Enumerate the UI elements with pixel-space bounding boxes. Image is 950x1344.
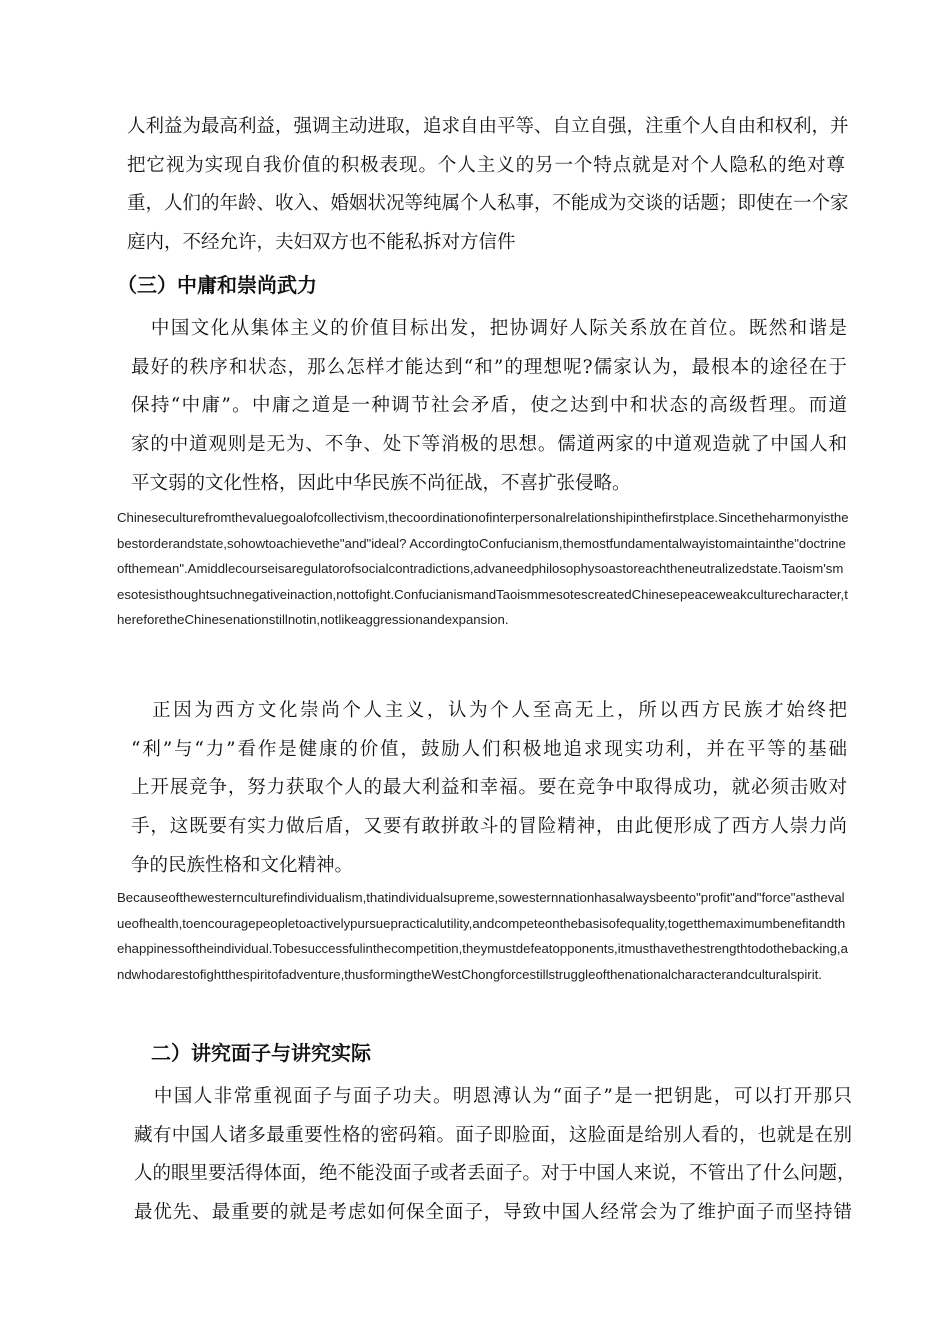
text-line: 中国人非常重视面子与面子功夫。明恩溥认为“面子”是一把钥匙，可以打开那只: [134, 1086, 852, 1107]
text-line: 人的眼里要活得体面，绝不能没面子或者丢面子。对于中国人来说，不管出了什么问题，: [134, 1163, 856, 1185]
text-line: 中国文化从集体主义的价值目标出发，把协调好人际关系放在首位。既然和谐是: [131, 318, 847, 339]
section-heading-face: 二）讲究面子与讲究实际: [151, 1041, 371, 1065]
paragraph-individualism: [127, 108, 849, 263]
text-line: 平文弱的文化性格，因此中华民族不尚征战，不喜扩张侵略。: [131, 472, 631, 494]
paragraph-face: [134, 1078, 856, 1233]
text-line: 上开展竞争，努力获取个人的最大利益和幸福。要在竞争中取得成功，就必须击败对: [131, 777, 847, 799]
paragraph-western-force: [131, 692, 847, 886]
text-line: 家的中道观则是无为、不争、处下等消极的思想。儒道两家的中道观造就了中国人和: [131, 434, 847, 456]
section-heading-moderation: （三）中庸和崇尚武力: [117, 273, 317, 297]
text-line: 最好的秩序和状态，那么怎样才能达到“和”的理想呢?儒家认为，最根本的途径在于: [131, 356, 847, 378]
text-line: 正因为西方文化崇尚个人主义，认为个人至高无上，所以西方民族才始终把: [131, 700, 847, 721]
text-line: 争的民族性格和文化精神。: [131, 854, 354, 876]
text-line: 人利益为最高利益，强调主动进取，追求自由平等、自立自强，注重个人自由和权利，并: [127, 116, 849, 137]
text-line: 手，这既要有实力做后盾，又要有敢拼敢斗的冒险精神，由此便形成了西方人崇力尚: [131, 816, 847, 838]
text-line: “利”与“力”看作是健康的价值，鼓励人们积极地追求现实功利，并在平等的基础: [131, 738, 847, 760]
text-line: 把它视为实现自我价值的积极表现。个人主义的另一个特点就是对个人隐私的绝对尊: [127, 154, 845, 176]
text-line: 保持“中庸”。中庸之道是一种调节社会矛盾，使之达到中和状态的高级哲理。而道: [131, 395, 847, 417]
text-line: 重，人们的年龄、收入、婚姻状况等纯属个人私事，不能成为交谈的话题；即使在一个家: [127, 193, 849, 215]
english-translation-moderation: Chineseculturefromthevaluegoalofcollectivism,thecoordinationofinterpersonalrelationshipinthefirstplace.Sincetheharmonyisthebestorderandstate,sohowtoachievethe"and"ideal? AccordingtoConfucianism,themostfundamentalwayistomaintainthe"doctrineofthemean".Amiddlecourseisaregulatorofsocialcontradictions,advaneedphilosophysoastoreachtheneutralizedstate.Taoism'smesotesisthoughtsuchnegativeinaction,nottofight.ConfucianismandTaoismmesotescreatedChinesepeaceweakculturecharacter,thereforetheChinesenationstillnotin,notlikeaggressionandexpansion.: [117, 510, 849, 628]
text-line: 藏有中国人诸多最重要性格的密码箱。面子即脸面，这脸面是给别人看的，也就是在别: [134, 1124, 852, 1146]
text-line: 庭内，不经允许，夫妇双方也不能私拆对方信件: [127, 232, 516, 254]
text-line: 最优先、最重要的就是考虑如何保全面子，导致中国人经常会为了维护面子而坚持错: [134, 1202, 852, 1224]
paragraph-chinese-moderation: [131, 310, 847, 504]
english-translation-western-force: Becauseofthewesternculturefindividualism,thatindividualsupreme,sowesternnationhasalwaysbeento"profit"and"force"asthevalueofhealth,toencouragepeopletoactivelypursuepracticalutility,andcompeteonthebasisofequality,togetthemaximumbenefitandthehappinessoftheindividual.Tobesuccessfulinthecompetition,theymustdefeatopponents,itmusthavethestrengthtodothebacking,andwhodarestofightthespiritofadventure,thusformingtheWestChongforcestillstruggleofthenationalcharacterandculturalspirit.: [117, 890, 848, 982]
